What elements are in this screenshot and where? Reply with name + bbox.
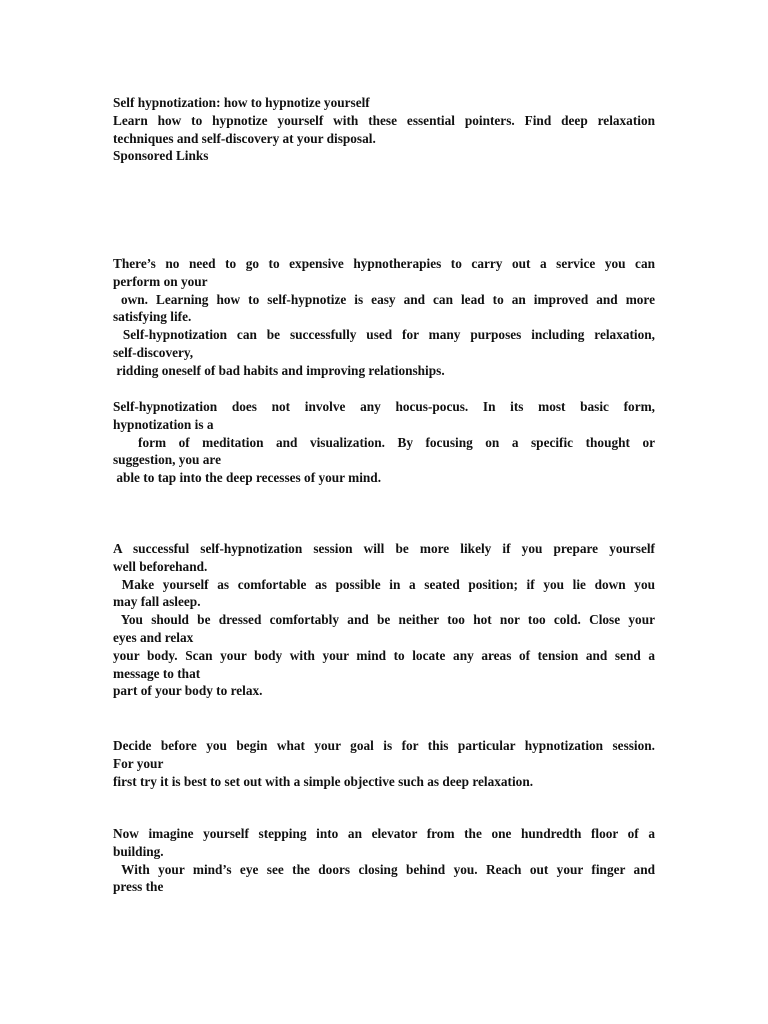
- paragraph-line: For your: [113, 755, 164, 771]
- paragraph-line: first try it is best to set out with a simple objective such as deep relaxation.: [113, 773, 534, 789]
- paragraph-3: [113, 540, 655, 700]
- paragraph-line: part of your body to relax.: [113, 683, 263, 699]
- document-title: Self hypnotization: how to hypnotize yourself: [113, 95, 370, 110]
- paragraph-line: ridding oneself of bad habits and improving relationships.: [113, 362, 445, 378]
- paragraph-line: well beforehand.: [113, 558, 208, 574]
- paragraph-line: form of meditation and visualization. By focusing on a specific thought or: [113, 434, 655, 450]
- paragraph-line: Make yourself as comfortable as possible in a seated position; if you lie down you: [113, 576, 655, 592]
- paragraph-line: self-discovery,: [113, 344, 194, 360]
- document-header: [113, 94, 655, 165]
- paragraph-line: Now imagine yourself stepping into an elevator from the one hundredth floor of a: [113, 826, 655, 841]
- paragraph-line: suggestion, you are: [113, 452, 221, 468]
- paragraph-line: Decide before you begin what your goal is for this particular hypnotization session.: [113, 738, 655, 753]
- paragraph-1: [113, 255, 655, 380]
- paragraph-4: [113, 737, 655, 790]
- paragraph-2: [113, 398, 655, 487]
- paragraph-line: hypnotization is a: [113, 416, 214, 432]
- paragraph-line: perform on your: [113, 273, 208, 289]
- paragraph-line: able to tap into the deep recesses of your mind.: [113, 470, 382, 486]
- sponsored-links-label: Sponsored Links: [113, 148, 209, 164]
- paragraph-line: own. Learning how to self-hypnotize is easy and can lead to an improved and more: [113, 291, 655, 307]
- paragraph-line: There’s no need to go to expensive hypnotherapies to carry out a service you can: [113, 256, 655, 271]
- paragraph-line: message to that: [113, 665, 201, 681]
- paragraph-line: Self-hypnotization can be successfully used for many purposes including relaxation,: [113, 327, 655, 343]
- paragraph-line: building.: [113, 843, 164, 859]
- document-description-cont: techniques and self-discovery at your disposal.: [113, 130, 376, 146]
- paragraph-line: Self-hypnotization does not involve any hocus-pocus. In its most basic form,: [113, 399, 655, 414]
- paragraph-line: eyes and relax: [113, 629, 194, 645]
- document-description: Learn how to hypnotize yourself with these essential pointers. Find deep relaxation: [113, 112, 655, 128]
- paragraph-5: [113, 825, 655, 896]
- paragraph-line: satisfying life.: [113, 309, 192, 325]
- paragraph-line: may fall asleep.: [113, 594, 201, 610]
- paragraph-line: You should be dressed comfortably and be neither too hot nor too cold. Close your: [113, 612, 655, 628]
- paragraph-line: With your mind’s eye see the doors closing behind you. Reach out your finger and: [113, 861, 655, 877]
- paragraph-line: press the: [113, 879, 164, 895]
- paragraph-line: your body. Scan your body with your mind to locate any areas of tension and send a: [113, 647, 655, 663]
- paragraph-line: A successful self-hypnotization session will be more likely if you prepare yourself: [113, 541, 655, 556]
